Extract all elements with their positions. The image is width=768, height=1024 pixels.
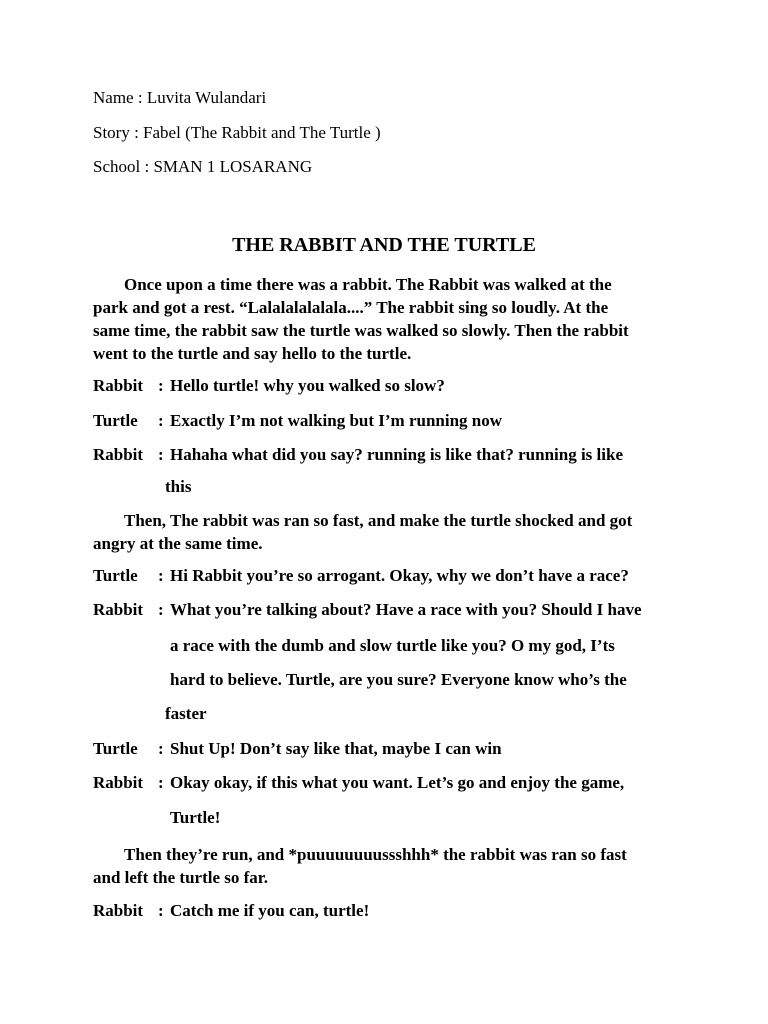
speaker-name: Turtle: [93, 566, 138, 585]
dialogue-line: [93, 566, 693, 586]
narration-paragraph: [93, 843, 683, 889]
story-line: Story : Fabel (The Rabbit and The Turtle ): [93, 123, 381, 142]
dialogue-continuation: a race with the dumb and slow turtle like you? O my god, I’ts: [170, 636, 615, 655]
dialogue-continuation: Turtle!: [170, 808, 221, 827]
dialogue-text: Okay okay, if this what you want. Let’s go and enjoy the game,: [170, 773, 625, 792]
dialogue-continuation: this: [165, 477, 192, 496]
paragraph-line: angry at the same time.: [93, 534, 263, 553]
dialogue-text: Shut Up! Don’t say like that, maybe I can win: [170, 739, 502, 758]
narration-paragraph: [93, 509, 683, 555]
speaker-name: Rabbit: [93, 445, 144, 464]
paragraph-line: Then they’re run, and *puuuuuuuussshhh* the rabbit was ran so fast: [124, 845, 627, 864]
paragraph-line: and left the turtle so far.: [93, 868, 269, 887]
speaker-colon: :: [158, 600, 164, 619]
story-title: THE RABBIT AND THE TURTLE: [232, 234, 536, 256]
narration-paragraph: [93, 273, 683, 365]
paragraph-line: same time, the rabbit saw the turtle was walked so slowly. Then the rabbit: [93, 321, 629, 340]
speaker-name: Rabbit: [93, 600, 144, 619]
speaker-name: Turtle: [93, 411, 138, 430]
speaker-colon: :: [158, 445, 164, 464]
paragraph-line: Once upon a time there was a rabbit. The Rabbit was walked at the: [124, 275, 612, 294]
name-line: Name : Luvita Wulandari: [93, 88, 267, 107]
dialogue-text: Catch me if you can, turtle!: [170, 901, 370, 920]
school-line: School : SMAN 1 LOSARANG: [93, 157, 313, 176]
dialogue-line: [93, 376, 693, 396]
paragraph-line: Then, The rabbit was ran so fast, and make the turtle shocked and got: [124, 511, 633, 530]
paragraph-line: park and got a rest. “Lalalalalalala....” The rabbit sing so loudly. At the: [93, 298, 609, 317]
speaker-name: Rabbit: [93, 901, 144, 920]
speaker-name: Rabbit: [93, 773, 144, 792]
dialogue-line: [93, 600, 693, 620]
speaker-colon: :: [158, 411, 164, 430]
dialogue-text: What you’re talking about? Have a race with you? Should I have: [170, 600, 642, 619]
paragraph-line: went to the turtle and say hello to the turtle.: [93, 344, 412, 363]
dialogue-line: [93, 445, 693, 465]
speaker-colon: :: [158, 566, 164, 585]
dialogue-line: [93, 411, 693, 431]
dialogue-line: [93, 773, 693, 793]
dialogue-text: Hello turtle! why you walked so slow?: [170, 376, 445, 395]
dialogue-line: [93, 739, 693, 759]
dialogue-text: Hi Rabbit you’re so arrogant. Okay, why we don’t have a race?: [170, 566, 629, 585]
speaker-colon: :: [158, 773, 164, 792]
dialogue-text: Hahaha what did you say? running is like that? running is like: [170, 445, 623, 464]
dialogue-continuation: faster: [165, 704, 207, 723]
speaker-name: Turtle: [93, 739, 138, 758]
dialogue-text: Exactly I’m not walking but I’m running now: [170, 411, 503, 430]
dialogue-line: [93, 901, 693, 921]
speaker-colon: :: [158, 901, 164, 920]
dialogue-continuation: hard to believe. Turtle, are you sure? Everyone know who’s the: [170, 670, 627, 689]
speaker-colon: :: [158, 739, 164, 758]
speaker-name: Rabbit: [93, 376, 144, 395]
speaker-colon: :: [158, 376, 164, 395]
